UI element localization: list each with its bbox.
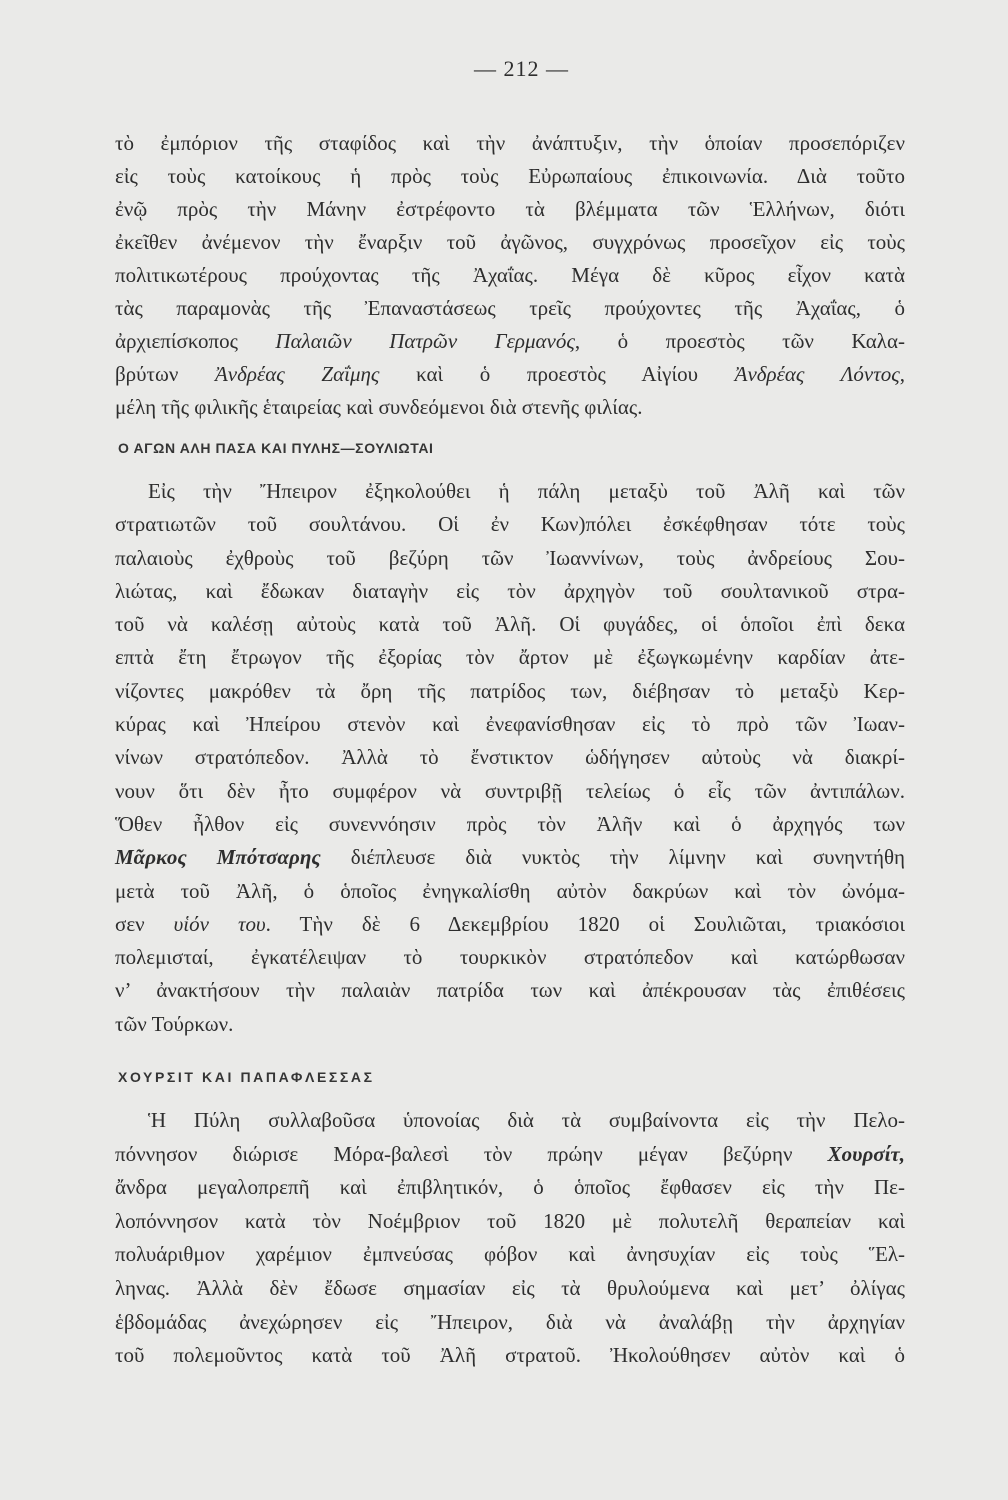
text-line: λοπόννησον κατὰ τὸν Νοέμβριον τοῦ 1820 μὲ πολυτελῆ θεραπείαν καὶ bbox=[115, 1208, 905, 1233]
text-line: ἑβδομάδας ἀνεχώρησεν εἰς Ἤπειρον, διὰ νὰ ἀναλάβῃ τὴν ἀρχηγίαν bbox=[115, 1309, 905, 1334]
text-line: μέλη τῆς φιλικῆς ἑταιρείας καὶ συνδεόμενοι διὰ στενῆς φιλίας. bbox=[115, 395, 643, 419]
text-line: τῶν Τούρκων. bbox=[115, 1011, 234, 1036]
text-line bbox=[115, 1138, 905, 1172]
section-heading: ΧΟΥΡΣΙΤ ΚΑΙ ΠΑΠΑΦΛΕΣΣΑΣ bbox=[118, 1069, 375, 1085]
text-line: μετὰ τοῦ Ἀλῆ, ὁ ὁποῖος ἐνηγκαλίσθη αὐτὸν δακρύων καὶ τὸν ὠνόμα- bbox=[115, 878, 905, 903]
text-line: τὰς παραμονὰς τῆς Ἐπαναστάσεως τρεῖς προύχοντες τῆς Ἀχαΐας, ὁ bbox=[115, 296, 905, 320]
text-line: παλαιοὺς ἐχθροὺς τοῦ βεζύρη τῶν Ἰωαννίνων, τοὺς ἀνδρείους Σου- bbox=[115, 545, 905, 570]
text-line bbox=[115, 325, 905, 358]
person-name-bold-italic: Χουρσίτ, bbox=[827, 1141, 905, 1166]
text-line: επτὰ ἔτη ἔτρωγον τῆς ἐξορίας τὸν ἄρτον μὲ ἐξωγκωμένην καρδίαν ἀτε- bbox=[115, 645, 905, 670]
person-name-bold-italic: Μᾶρκος Μπότσαρης bbox=[115, 845, 321, 870]
person-name-italic: Ἀνδρέας Ζαΐμης bbox=[214, 362, 380, 386]
text-segment: . Τὴν δὲ 6 Δεκεμβρίου 1820 οἱ Σουλιῶται, τριακόσιοι bbox=[265, 911, 905, 936]
emphasis-italic: υἱόν του bbox=[173, 911, 266, 936]
text-line: τοῦ νὰ καλέσῃ αὐτοὺς κατὰ τοῦ Ἀλῆ. Οἱ φυγάδες, οἱ ὁποῖοι ἐπὶ δεκα bbox=[115, 612, 905, 637]
text-line: ἄνδρα μεγαλοπρεπῆ καὶ ἐπιβλητικόν, ὁ ὁποῖος ἔφθασεν εἰς τὴν Πε- bbox=[115, 1175, 905, 1200]
section-heading: Ο ΑΓΩΝ ΑΛΗ ΠΑΣΑ ΚΑΙ ΠΥΛΗΣ—ΣΟΥΛΙΩΤΑΙ bbox=[118, 440, 434, 456]
text-line: στρατιωτῶν τοῦ σουλτάνου. Οἱ ἐν Κων)πόλει ἐσκέφθησαν τότε τοὺς bbox=[115, 512, 905, 537]
text-line: Ἡ Πύλη συλλαβοῦσα ὑπονοίας διὰ τὰ συμβαίνοντα εἰς τὴν Πελο- bbox=[148, 1108, 905, 1132]
text-line: λιώτας, καὶ ἔδωκαν διαταγὴν εἰς τὸν ἀρχηγὸν τοῦ σουλτανικοῦ στρα- bbox=[115, 578, 905, 603]
text-line: Εἰς τὴν Ἤπειρον ἐξηκολούθει ἡ πάλη μεταξὺ τοῦ Ἀλῆ καὶ τῶν bbox=[148, 479, 905, 503]
text-segment: διέπλευσε διὰ νυκτὸς τὴν λίμνην καὶ συνηντήθη bbox=[320, 845, 905, 870]
text-line: τὸ ἐμπόριον τῆς σταφίδος καὶ τὴν ἀνάπτυξιν, τὴν ὁποίαν προσεπόριζεν bbox=[115, 131, 905, 155]
text-line: τοῦ πολεμοῦντος κατὰ τοῦ Ἀλῆ στρατοῦ. Ἠκολούθησεν αὐτὸν καὶ ὁ bbox=[115, 1343, 905, 1368]
text-line: ἐκεῖθεν ἀνέμενον τὴν ἔναρξιν τοῦ ἀγῶνος, συγχρόνως προσεῖχον εἰς τοὺς bbox=[115, 230, 905, 254]
text-segment: βρύτων bbox=[115, 362, 215, 386]
text-line: κύρας καὶ Ἠπείρου στενὸν καὶ ἐνεφανίσθησαν εἰς τὸ πρὸ τῶν Ἰωαν- bbox=[115, 712, 905, 737]
text-line: ληνας. Ἀλλὰ δὲν ἔδωσε σημασίαν εἰς τὰ θρυλούμενα καὶ μετ’ ὀλίγας bbox=[115, 1275, 905, 1300]
text-segment: καὶ ὁ προεστὸς Αἰγίου bbox=[379, 362, 735, 386]
text-line: πολιτικωτέρους προύχοντας τῆς Ἀχαΐας. Μέγα δὲ κῦρος εἶχον κατὰ bbox=[115, 263, 905, 287]
text-segment: , bbox=[899, 362, 905, 386]
paragraph bbox=[115, 475, 905, 1041]
text-segment: , ὁ προεστὸς τῶν Καλα- bbox=[574, 329, 905, 353]
text-segment: σεν bbox=[115, 911, 174, 936]
text-line: πολεμισταί, ἐγκατέλειψαν τὸ τουρκικὸν στρατόπεδον καὶ κατώρθωσαν bbox=[115, 945, 905, 970]
person-name-italic: Ἀνδρέας Λόντος bbox=[734, 362, 900, 386]
page-number: — 212 — bbox=[474, 56, 569, 81]
text-line: νουν ὅτι δὲν ἦτο συμφέρον νὰ συντριβῇ τελείως ὁ εἷς τῶν ἀντιπάλων. bbox=[115, 778, 905, 803]
paragraph bbox=[115, 1104, 905, 1373]
text-line bbox=[115, 841, 905, 874]
person-name-italic: Παλαιῶν Πατρῶν Γερμανός bbox=[275, 329, 575, 353]
text-line bbox=[115, 358, 905, 391]
text-segment: ἀρχιεπίσκοπος bbox=[115, 329, 276, 353]
text-line: Ὅθεν ἦλθον εἰς συνεννόησιν πρὸς τὸν Ἀλῆν καὶ ὁ ἀρχηγός των bbox=[115, 811, 905, 836]
paragraph-continuation bbox=[115, 127, 905, 424]
text-line: νίνων στρατόπεδον. Ἀλλὰ τὸ ἔνστικτον ὡδήγησεν αὐτοὺς νὰ διακρί- bbox=[115, 745, 905, 770]
text-line: νίζοντες μακρόθεν τὰ ὄρη τῆς πατρίδος των, διέβησαν τὸ μεταξὺ Κερ- bbox=[115, 678, 905, 703]
text-line: εἰς τοὺς κατοίκους ἡ πρὸς τοὺς Εὐρωπαίους ἐπικοινωνία. Διὰ τοῦτο bbox=[115, 164, 905, 188]
text-line bbox=[115, 908, 905, 941]
text-line: ἐνῷ πρὸς τὴν Μάνην ἐστρέφοντο τὰ βλέμματα τῶν Ἑλλήνων, διότι bbox=[115, 197, 905, 221]
text-segment: πόννησον διώρισε Μόρα-βαλεσὶ τὸν πρώην μέγαν βεζύρην bbox=[115, 1141, 828, 1166]
text-line: ν’ ἀνακτήσουν τὴν παλαιὰν πατρίδα των καὶ ἀπέκρουσαν τὰς ἐπιθέσεις bbox=[115, 978, 905, 1003]
text-line: πολυάριθμον χαρέμιον ἐμπνεύσας φόβον καὶ ἀνησυχίαν εἰς τοὺς Ἕλ- bbox=[115, 1242, 905, 1267]
